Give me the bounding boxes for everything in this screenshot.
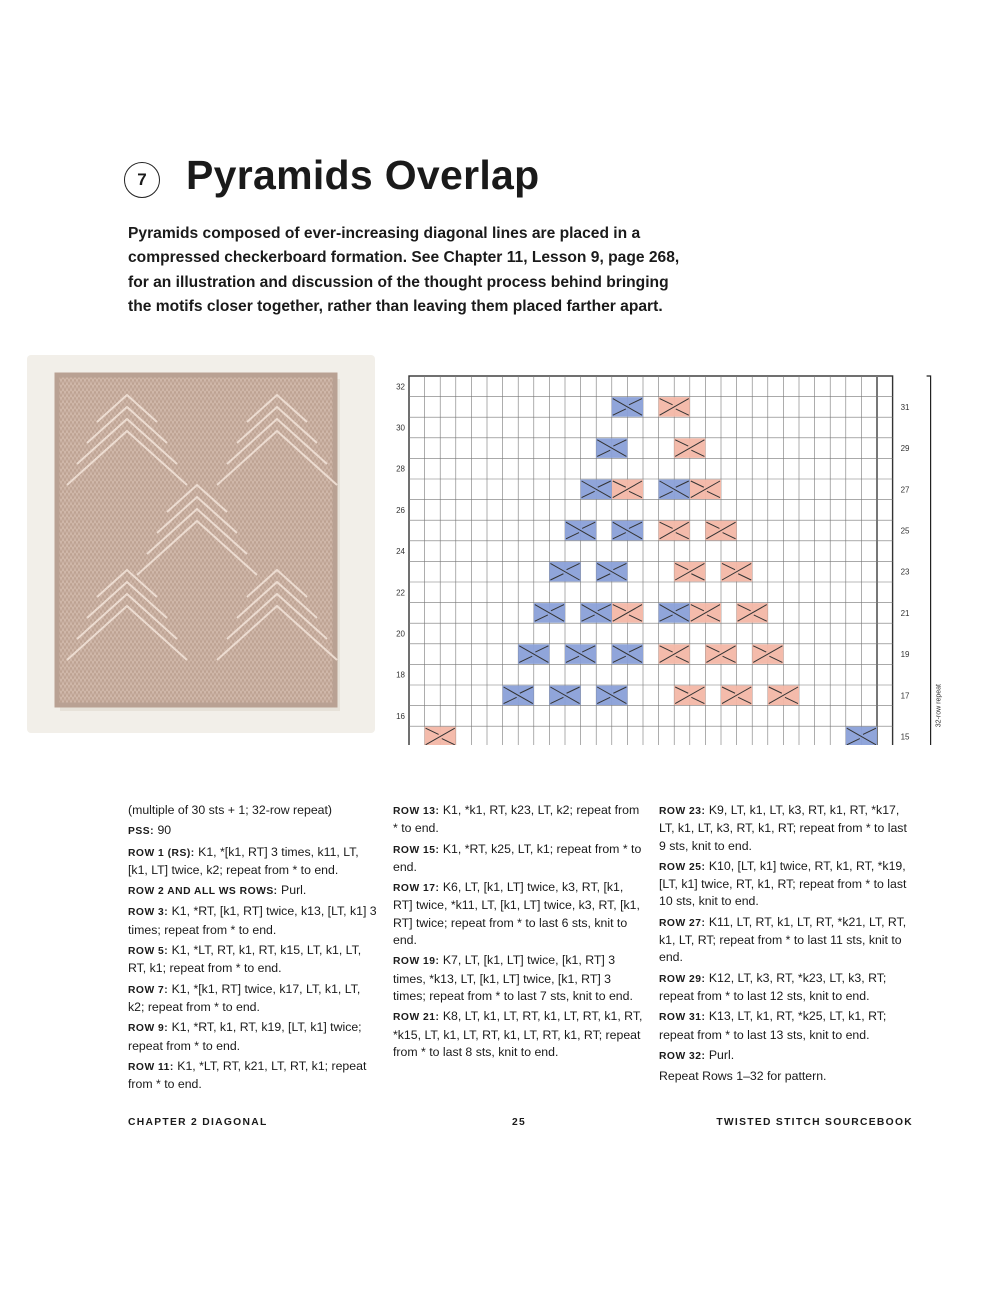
row-label: ROW 27: bbox=[659, 917, 706, 929]
row-text: K1, *LT, RT, k21, LT, RT, k1; repeat from * to end. bbox=[128, 1058, 367, 1092]
lt-cable bbox=[674, 562, 705, 582]
row-number-left: 16 bbox=[396, 711, 405, 721]
instruction-row bbox=[659, 970, 915, 1006]
row-number-left: 18 bbox=[396, 670, 405, 680]
row-label: ROW 5: bbox=[128, 946, 169, 958]
row-label: ROW 3: bbox=[128, 907, 169, 919]
lt-cable bbox=[690, 480, 721, 500]
row-number-left: 22 bbox=[396, 588, 405, 598]
instruction-row bbox=[128, 903, 378, 939]
lt-cable bbox=[659, 397, 690, 417]
page-title: Pyramids Overlap bbox=[186, 152, 540, 198]
row-number-right: 31 bbox=[900, 402, 910, 412]
rt-cable bbox=[581, 480, 612, 500]
row-label: ROW 15: bbox=[393, 844, 440, 856]
rt-cable bbox=[596, 562, 627, 582]
swatch-photo bbox=[27, 355, 375, 733]
rt-cable bbox=[596, 438, 627, 458]
lt-cable bbox=[659, 521, 690, 541]
row-number-right: 19 bbox=[900, 650, 910, 660]
instruction-row bbox=[393, 802, 645, 838]
row-label: ROW 32: bbox=[659, 1050, 706, 1062]
swatch-fabric bbox=[57, 375, 335, 705]
row-label: ROW 31: bbox=[659, 1012, 706, 1024]
row-text: K1, *RT, k1, RT, k19, [LT, k1] twice; repeat from * to end. bbox=[128, 1020, 362, 1053]
instruction-row bbox=[659, 1068, 915, 1085]
row-number-right: 27 bbox=[900, 485, 910, 495]
instruction-row bbox=[128, 882, 378, 900]
row-text: K1, *RT, k25, LT, k1; repeat from * to end. bbox=[393, 841, 642, 874]
row-text: K12, LT, k3, RT, *k23, LT, k3, RT; repeat from * to last 12 sts, knit to end. bbox=[659, 970, 887, 1003]
row-list bbox=[128, 802, 378, 1093]
instructions-col-3 bbox=[659, 802, 915, 1088]
rt-cable bbox=[565, 644, 596, 664]
instruction-row bbox=[128, 822, 378, 840]
row-label: ROW 21: bbox=[393, 1012, 440, 1024]
rt-cable bbox=[612, 521, 643, 541]
rt-cable bbox=[659, 603, 690, 623]
lt-cable bbox=[612, 603, 643, 623]
lt-cable bbox=[737, 603, 768, 623]
lt-cable bbox=[705, 644, 736, 664]
row-label: ROW 17: bbox=[393, 883, 440, 895]
row-number-right: 17 bbox=[900, 691, 910, 701]
footer-book-title: TWISTED STITCH SOURCEBOOK bbox=[716, 1117, 913, 1128]
intro-line: Pyramids composed of ever-increasing diagonal lines are placed in a bbox=[128, 225, 641, 242]
rt-cable bbox=[596, 686, 627, 706]
rt-cable bbox=[565, 521, 596, 541]
row-text: K11, LT, RT, k1, LT, RT, *k21, LT, RT, k1, LT, RT; repeat from * to last 11 sts, knit to end. bbox=[659, 914, 907, 965]
instruction-row bbox=[393, 1008, 645, 1061]
intro-line: the motifs closer together, rather than leaving them placed farther apart. bbox=[128, 298, 663, 316]
row-text: K1, *LT, RT, k1, RT, k15, LT, k1, LT, RT, k1; repeat from * to end. bbox=[128, 943, 362, 976]
row-label: ROW 29: bbox=[659, 973, 706, 985]
rt-cable bbox=[534, 603, 565, 623]
instruction-row bbox=[128, 981, 378, 1017]
instruction-row bbox=[128, 942, 378, 978]
row-text: Purl. bbox=[708, 1047, 735, 1062]
rt-cable bbox=[846, 727, 877, 745]
lt-cable bbox=[612, 480, 643, 500]
row-number-left: 20 bbox=[396, 629, 405, 639]
instruction-row bbox=[659, 914, 915, 967]
row-text: K1, *RT, [k1, RT] twice, k13, [LT, k1] 3 times; repeat from * to end. bbox=[128, 904, 377, 937]
pattern-number-badge bbox=[124, 162, 160, 198]
stitch-chart bbox=[380, 360, 960, 745]
rt-cable bbox=[612, 397, 643, 417]
row-number-left: 32 bbox=[396, 382, 405, 392]
swatch-illustration bbox=[27, 355, 375, 733]
row-number-right: 21 bbox=[900, 608, 910, 618]
row-number-left: 26 bbox=[396, 505, 405, 515]
row-text: K13, LT, k1, RT, *k25, LT, k1, RT; repeat from * to last 13 sts, knit to end. bbox=[659, 1009, 887, 1042]
row-number-right: 15 bbox=[900, 732, 910, 742]
row-label: PSS: bbox=[128, 826, 155, 838]
row-label: ROW 2 AND ALL WS ROWS: bbox=[128, 886, 278, 898]
lt-cable bbox=[674, 438, 705, 458]
row-text: (multiple of 30 sts + 1; 32-row repeat) bbox=[128, 803, 333, 817]
row-number-right: 29 bbox=[900, 444, 910, 454]
instruction-row bbox=[659, 1047, 915, 1065]
instruction-row bbox=[128, 1058, 378, 1094]
row-label: ROW 7: bbox=[128, 984, 169, 996]
row-label: ROW 19: bbox=[393, 956, 440, 968]
instructions-col-1 bbox=[128, 802, 378, 1096]
row-label: ROW 25: bbox=[659, 861, 706, 873]
row-text: K7, LT, [k1, LT] twice, [k1, RT] 3 times, *k13, LT, [k1, LT] twice, [k1, RT] 3 times; repeat from * to last 7 sts, knit to end. bbox=[393, 953, 633, 1003]
row-text: Purl. bbox=[281, 883, 307, 898]
instruction-row bbox=[128, 1019, 378, 1055]
lt-cable bbox=[721, 686, 752, 706]
lt-cable bbox=[425, 727, 456, 745]
instruction-row bbox=[659, 802, 915, 855]
rt-cable bbox=[503, 686, 534, 706]
rt-cable bbox=[659, 480, 690, 500]
row-text: K10, [LT, k1] twice, RT, k1, RT, *k19, [LT, k1] twice, RT, k1, RT; repeat from * to last 10 sts, knit to end. bbox=[659, 858, 907, 909]
chart-grid bbox=[409, 376, 893, 745]
row-text: 90 bbox=[157, 823, 172, 838]
row-label: ROW 11: bbox=[128, 1061, 174, 1073]
lt-cable bbox=[705, 521, 736, 541]
instruction-row bbox=[393, 879, 645, 949]
instruction-row bbox=[128, 802, 378, 819]
row-number-right: 25 bbox=[900, 526, 910, 536]
row-text: K8, LT, k1, LT, RT, k1, LT, RT, k1, RT, *k15, LT, k1, LT, RT, k1, LT, RT, k1, RT; repeat from * to last 8 sts, knit to end. bbox=[393, 1009, 643, 1059]
row-number-left: 24 bbox=[396, 547, 405, 557]
row-number-right: 23 bbox=[900, 567, 910, 577]
row-number-left: 28 bbox=[396, 464, 405, 474]
instruction-row bbox=[659, 858, 915, 911]
row-text: K9, LT, k1, LT, k3, RT, k1, RT, *k17, LT, k1, LT, k3, RT, k1, RT; repeat from * to last 9 sts, knit to end. bbox=[659, 803, 907, 853]
rt-cable bbox=[581, 603, 612, 623]
lt-cable bbox=[721, 562, 752, 582]
rt-cable bbox=[549, 562, 580, 582]
instruction-row bbox=[393, 841, 645, 877]
footer-chapter: CHAPTER 2 DIAGONAL bbox=[128, 1117, 268, 1128]
row-label: ROW 9: bbox=[128, 1023, 169, 1035]
pattern-number: 7 bbox=[137, 170, 147, 189]
instruction-row bbox=[659, 1008, 915, 1044]
row-list bbox=[659, 802, 915, 1085]
rt-cable bbox=[518, 644, 549, 664]
row-number-left: 30 bbox=[396, 423, 405, 433]
row-list bbox=[393, 802, 645, 1061]
rt-cable bbox=[612, 644, 643, 664]
row-label: ROW 13: bbox=[393, 806, 440, 817]
instruction-row bbox=[393, 952, 645, 1005]
row-text: K1, *[k1, RT] 3 times, k11, LT, [k1, LT] twice, k2; repeat from * to end. bbox=[128, 844, 359, 877]
intro-line: compressed checkerboard formation. See Chapter 11, Lesson 9, page 268, bbox=[128, 249, 680, 267]
lt-cable bbox=[659, 644, 690, 664]
instruction-row bbox=[128, 844, 378, 880]
row-text: Repeat Rows 1–32 for pattern. bbox=[659, 1069, 827, 1084]
lt-cable bbox=[768, 686, 799, 706]
footer-page-number: 25 bbox=[512, 1117, 527, 1128]
row-label: ROW 1 (RS): bbox=[128, 847, 195, 859]
row-repeat-label: 32-row repeat bbox=[935, 683, 943, 728]
row-text: K1, *[k1, RT] twice, k17, LT, k1, LT, k2; repeat from * to end. bbox=[128, 981, 361, 1014]
instructions-col-2 bbox=[393, 802, 645, 1064]
row-repeat-bracket bbox=[927, 376, 931, 745]
intro-paragraph bbox=[128, 222, 828, 320]
row-label: ROW 23: bbox=[659, 806, 706, 817]
intro-line: for an illustration and discussion of the thought process behind bringing bbox=[128, 273, 669, 291]
lt-cable bbox=[690, 603, 721, 623]
row-text: K1, *k1, RT, k23, LT, k2; repeat from * to end. bbox=[393, 803, 640, 836]
lt-cable bbox=[752, 644, 783, 664]
lt-cable bbox=[674, 686, 705, 706]
row-text: K6, LT, [k1, LT] twice, k3, RT, [k1, RT] twice, *k11, LT, [k1, LT] twice, k3, RT, [k1, RT] twice; repeat from * to last 6 sts, knit to end. bbox=[393, 880, 640, 948]
rt-cable bbox=[549, 686, 580, 706]
